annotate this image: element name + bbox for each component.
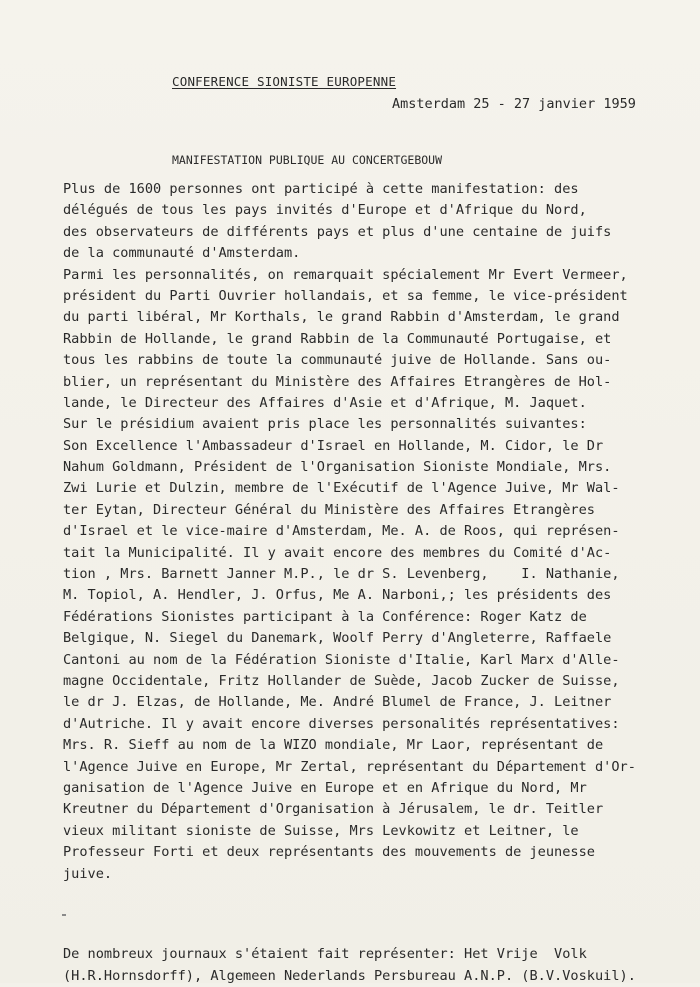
body-line: Professeur Forti et deux représentants des mouvements de jeunesse <box>63 844 595 861</box>
body-line: tion , Mrs. Barnett Janner M.P., le dr S. Levenberg, I. Nathanie, <box>63 566 620 583</box>
body-line: le dr J. Elzas, de Hollande, Me. André Blumel de France, J. Leitner <box>63 694 612 711</box>
margin-mark <box>62 914 66 916</box>
body-line: tous les rabbins de toute la communauté juive de Hollande. Sans ou- <box>63 352 612 369</box>
body-line: ganisation de l'Agence Juive en Europe et en Afrique du Nord, Mr <box>63 779 587 796</box>
body-line: Sur le présidium avaient pris place les personnalités suivantes: <box>63 416 587 433</box>
body-line: vieux militant sioniste de Suisse, Mrs Levkowitz et Leitner, le <box>63 822 579 839</box>
conference-title: CONFERENCE SIONISTE EUROPENNE <box>172 74 397 89</box>
body-line: Rabbin de Hollande, le grand Rabbin de la Communauté Portugaise, et <box>63 330 612 347</box>
body-line: magne Occidentale, Fritz Hollander de Suède, Jacob Zucker de Suisse, <box>63 672 620 689</box>
closing-text <box>63 943 695 987</box>
body-line: Parmi les personnalités, on remarquait spécialement Mr Evert Vermeer, <box>63 266 628 283</box>
body-line: l'Agence Juive en Europe, Mr Zertal, représentant du Département d'Or- <box>63 758 636 775</box>
body-line: des observateurs de différents pays et plus d'une centaine de juifs <box>63 223 612 240</box>
body-line: tait la Municipalité. Il y avait encore des membres du Comité d'Ac- <box>63 544 612 561</box>
body-line: Mrs. R. Sieff au nom de la WIZO mondiale, Mr Laor, représentant de <box>63 737 604 754</box>
event-title: MANIFESTATION PUBLIQUE AU CONCERTGEBOUW <box>172 153 443 167</box>
body-line: M. Topiol, A. Hendler, J. Orfus, Me A. Narboni,; les présidents des <box>63 587 612 604</box>
body-line: juive. <box>63 865 113 882</box>
body-line: Fédérations Sionistes participant à la Conférence: Roger Katz de <box>63 608 587 625</box>
body-line: Cantoni au nom de la Fédération Sioniste d'Italie, Karl Marx d'Alle- <box>63 651 620 668</box>
body-line: Belgique, N. Siegel du Danemark, Woolf Perry d'Angleterre, Raffaele <box>63 630 612 647</box>
body-line: lande, le Directeur des Affaires d'Asie et d'Afrique, M. Jaquet. <box>63 394 587 411</box>
body-line: d'Israel et le vice-maire d'Amsterdam, Me. A. de Roos, qui représen- <box>63 523 620 540</box>
body-line: délégués de tous les pays invités d'Europe et d'Afrique du Nord, <box>63 202 587 219</box>
body-line: président du Parti Ouvrier hollandais, et sa femme, le vice-président <box>63 287 628 304</box>
body-line: Nahum Goldmann, Président de l'Organisation Sioniste Mondiale, Mrs. <box>63 459 612 476</box>
dateline: Amsterdam 25 - 27 janvier 1959 <box>392 96 636 112</box>
body-text <box>63 179 683 885</box>
body-line: Son Excellence l'Ambassadeur d'Israel en Hollande, M. Cidor, le Dr <box>63 437 604 454</box>
body-line: Zwi Lurie et Dulzin, membre de l'Exécutif de l'Agence Juive, Mr Wal- <box>63 480 620 497</box>
body-line: Kreutner du Département d'Organisation à Jérusalem, le dr. Teitler <box>63 801 604 818</box>
closing-line: De nombreux journaux s'étaient fait représenter: Het Vrije Volk <box>63 946 587 962</box>
body-line: d'Autriche. Il y avait encore diverses personalités représentatives: <box>63 715 620 732</box>
body-line: Plus de 1600 personnes ont participé à cette manifestation: des <box>63 181 579 197</box>
body-line: du parti libéral, Mr Korthals, le grand Rabbin d'Amsterdam, le grand <box>63 309 620 326</box>
closing-line: (H.R.Hornsdorff), Algemeen Nederlands Persbureau A.N.P. (B.V.Voskuil). <box>63 968 636 984</box>
body-line: de la communauté d'Amsterdam. <box>63 245 301 262</box>
body-line: blier, un représentant du Ministère des Affaires Etrangères de Hol- <box>63 373 612 390</box>
body-line: ter Eytan, Directeur Général du Ministère des Affaires Etrangères <box>63 501 595 518</box>
